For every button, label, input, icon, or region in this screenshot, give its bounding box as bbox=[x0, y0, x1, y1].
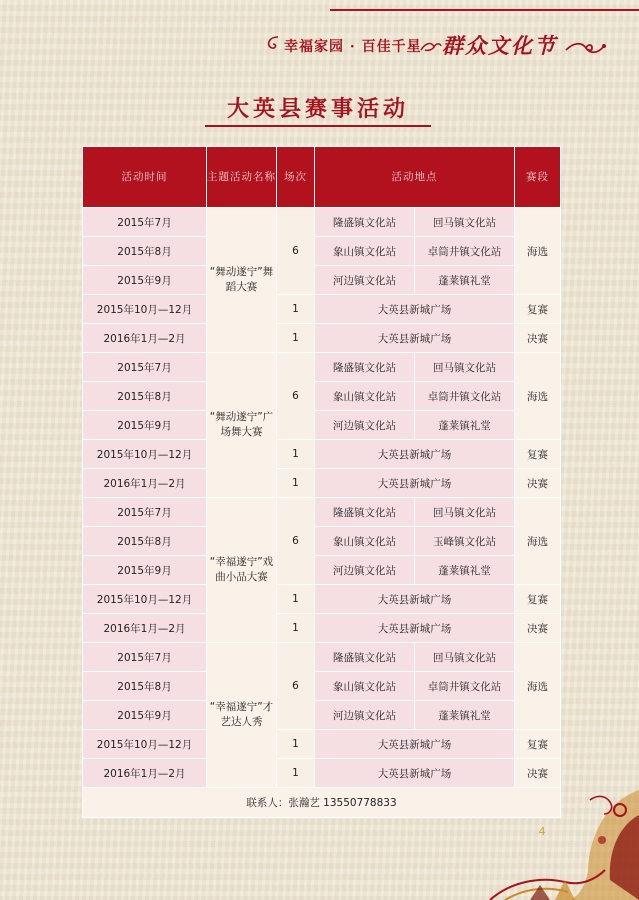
date-cell: 2015年9月 bbox=[83, 556, 207, 585]
col-header-name: 主题活动名称 bbox=[207, 147, 277, 208]
table-row bbox=[83, 585, 561, 614]
venue-cell: 象山镇文化站 bbox=[315, 527, 415, 556]
venue-cell: 隆盛镇文化站 bbox=[315, 498, 415, 527]
venue-cell: 回马镇文化站 bbox=[415, 208, 515, 237]
table-row bbox=[83, 614, 561, 643]
stage-cell: 海选 bbox=[515, 498, 561, 585]
col-header-stage: 赛段 bbox=[515, 147, 561, 208]
venue-cell: 大英县新城广场 bbox=[315, 324, 515, 353]
date-cell: 2015年10月—12月 bbox=[83, 585, 207, 614]
venue-cell: 大英县新城广场 bbox=[315, 730, 515, 759]
venue-cell: 象山镇文化站 bbox=[315, 672, 415, 701]
venue-cell: 蓬莱镇礼堂 bbox=[415, 701, 515, 730]
table-row bbox=[83, 237, 561, 266]
table-row bbox=[83, 527, 561, 556]
stage-cell: 决赛 bbox=[515, 469, 561, 498]
count-cell: 6 bbox=[277, 208, 315, 295]
title-underline bbox=[205, 125, 431, 127]
count-cell: 1 bbox=[277, 614, 315, 643]
venue-cell: 玉峰镇文化站 bbox=[415, 527, 515, 556]
count-cell: 1 bbox=[277, 469, 315, 498]
venue-cell: 卓筒井镇文化站 bbox=[415, 382, 515, 411]
venue-cell: 蓬莱镇礼堂 bbox=[415, 266, 515, 295]
date-cell: 2015年8月 bbox=[83, 237, 207, 266]
venue-cell: 象山镇文化站 bbox=[315, 237, 415, 266]
table-row bbox=[83, 295, 561, 324]
corner-ornament-icon bbox=[470, 770, 639, 900]
venue-cell: 卓筒井镇文化站 bbox=[415, 237, 515, 266]
stage-cell: 复赛 bbox=[515, 295, 561, 324]
count-cell: 6 bbox=[277, 643, 315, 730]
count-cell: 1 bbox=[277, 585, 315, 614]
date-cell: 2015年7月 bbox=[83, 643, 207, 672]
date-cell: 2015年9月 bbox=[83, 411, 207, 440]
date-cell: 2015年10月—12月 bbox=[83, 440, 207, 469]
venue-cell: 大英县新城广场 bbox=[315, 759, 515, 788]
venue-cell: 卓筒井镇文化站 bbox=[415, 672, 515, 701]
left-swirl-icon bbox=[264, 34, 282, 54]
stage-cell: 决赛 bbox=[515, 759, 561, 788]
contact-info: 联系人：张瀚艺 13550778833 bbox=[83, 788, 561, 818]
brand-festival: 群众文化节 bbox=[442, 33, 557, 58]
page-number: 4 bbox=[538, 825, 546, 838]
table-row bbox=[83, 411, 561, 440]
table-row bbox=[83, 672, 561, 701]
count-cell: 1 bbox=[277, 730, 315, 759]
date-cell: 2016年1月—2月 bbox=[83, 324, 207, 353]
event-name-cell: “幸福遂宁”才艺达人秀 bbox=[207, 643, 277, 788]
venue-cell: 河边镇文化站 bbox=[315, 411, 415, 440]
venue-cell: 回马镇文化站 bbox=[415, 643, 515, 672]
table-header-row bbox=[83, 147, 561, 208]
table-row bbox=[83, 643, 561, 672]
venue-cell: 大英县新城广场 bbox=[315, 585, 515, 614]
venue-cell: 蓬莱镇礼堂 bbox=[415, 556, 515, 585]
table-row bbox=[83, 556, 561, 585]
table-row bbox=[83, 440, 561, 469]
date-cell: 2015年7月 bbox=[83, 498, 207, 527]
date-cell: 2015年8月 bbox=[83, 527, 207, 556]
date-cell: 2015年10月—12月 bbox=[83, 295, 207, 324]
count-cell: 6 bbox=[277, 353, 315, 440]
events-table bbox=[82, 146, 561, 818]
date-cell: 2015年9月 bbox=[83, 701, 207, 730]
venue-cell: 大英县新城广场 bbox=[315, 295, 515, 324]
count-cell: 1 bbox=[277, 324, 315, 353]
table-row bbox=[83, 266, 561, 295]
brand-slogan: 幸福家园 · 百佳千星 bbox=[284, 39, 422, 55]
date-cell: 2016年1月—2月 bbox=[83, 469, 207, 498]
venue-cell: 大英县新城广场 bbox=[315, 614, 515, 643]
table-row bbox=[83, 382, 561, 411]
stage-cell: 决赛 bbox=[515, 614, 561, 643]
table-row bbox=[83, 469, 561, 498]
date-cell: 2015年8月 bbox=[83, 382, 207, 411]
table-row bbox=[83, 701, 561, 730]
stage-cell: 决赛 bbox=[515, 324, 561, 353]
venue-cell: 大英县新城广场 bbox=[315, 440, 515, 469]
count-cell: 1 bbox=[277, 440, 315, 469]
date-cell: 2016年1月—2月 bbox=[83, 614, 207, 643]
date-cell: 2015年7月 bbox=[83, 208, 207, 237]
table-row bbox=[83, 730, 561, 759]
stage-cell: 复赛 bbox=[515, 730, 561, 759]
venue-cell: 隆盛镇文化站 bbox=[315, 643, 415, 672]
venue-cell: 河边镇文化站 bbox=[315, 701, 415, 730]
date-cell: 2015年9月 bbox=[83, 266, 207, 295]
stage-cell: 海选 bbox=[515, 208, 561, 295]
table-row bbox=[83, 208, 561, 237]
stage-cell: 海选 bbox=[515, 353, 561, 440]
count-cell: 6 bbox=[277, 498, 315, 585]
right-swirl-icon bbox=[564, 38, 608, 60]
event-name-cell: “幸福遂宁”戏曲小品大赛 bbox=[207, 498, 277, 643]
col-header-count: 场次 bbox=[277, 147, 315, 208]
date-cell: 2015年7月 bbox=[83, 353, 207, 382]
stage-cell: 海选 bbox=[515, 643, 561, 730]
venue-cell: 回马镇文化站 bbox=[415, 353, 515, 382]
col-header-time: 活动时间 bbox=[83, 147, 207, 208]
event-name-cell: “舞动遂宁”广场舞大赛 bbox=[207, 353, 277, 498]
venue-cell: 象山镇文化站 bbox=[315, 382, 415, 411]
venue-cell: 河边镇文化站 bbox=[315, 556, 415, 585]
col-header-venue: 活动地点 bbox=[315, 147, 515, 208]
date-cell: 2015年10月—12月 bbox=[83, 730, 207, 759]
venue-cell: 蓬莱镇礼堂 bbox=[415, 411, 515, 440]
venue-cell: 隆盛镇文化站 bbox=[315, 353, 415, 382]
venue-cell: 回马镇文化站 bbox=[415, 498, 515, 527]
header-rule bbox=[330, 9, 639, 11]
stage-cell: 复赛 bbox=[515, 440, 561, 469]
bird-ornament-icon bbox=[420, 40, 442, 54]
event-name-cell: “舞动遂宁”舞蹈大赛 bbox=[207, 208, 277, 353]
count-cell: 1 bbox=[277, 759, 315, 788]
table-row bbox=[83, 498, 561, 527]
venue-cell: 河边镇文化站 bbox=[315, 266, 415, 295]
header-brand bbox=[264, 26, 634, 62]
venue-cell: 大英县新城广场 bbox=[315, 469, 515, 498]
table-row bbox=[83, 353, 561, 382]
count-cell: 1 bbox=[277, 295, 315, 324]
table-row bbox=[83, 324, 561, 353]
stage-cell: 复赛 bbox=[515, 585, 561, 614]
date-cell: 2016年1月—2月 bbox=[83, 759, 207, 788]
date-cell: 2015年8月 bbox=[83, 672, 207, 701]
page-title: 大英县赛事活动 bbox=[226, 96, 409, 122]
page-title-block bbox=[205, 92, 431, 132]
venue-cell: 隆盛镇文化站 bbox=[315, 208, 415, 237]
